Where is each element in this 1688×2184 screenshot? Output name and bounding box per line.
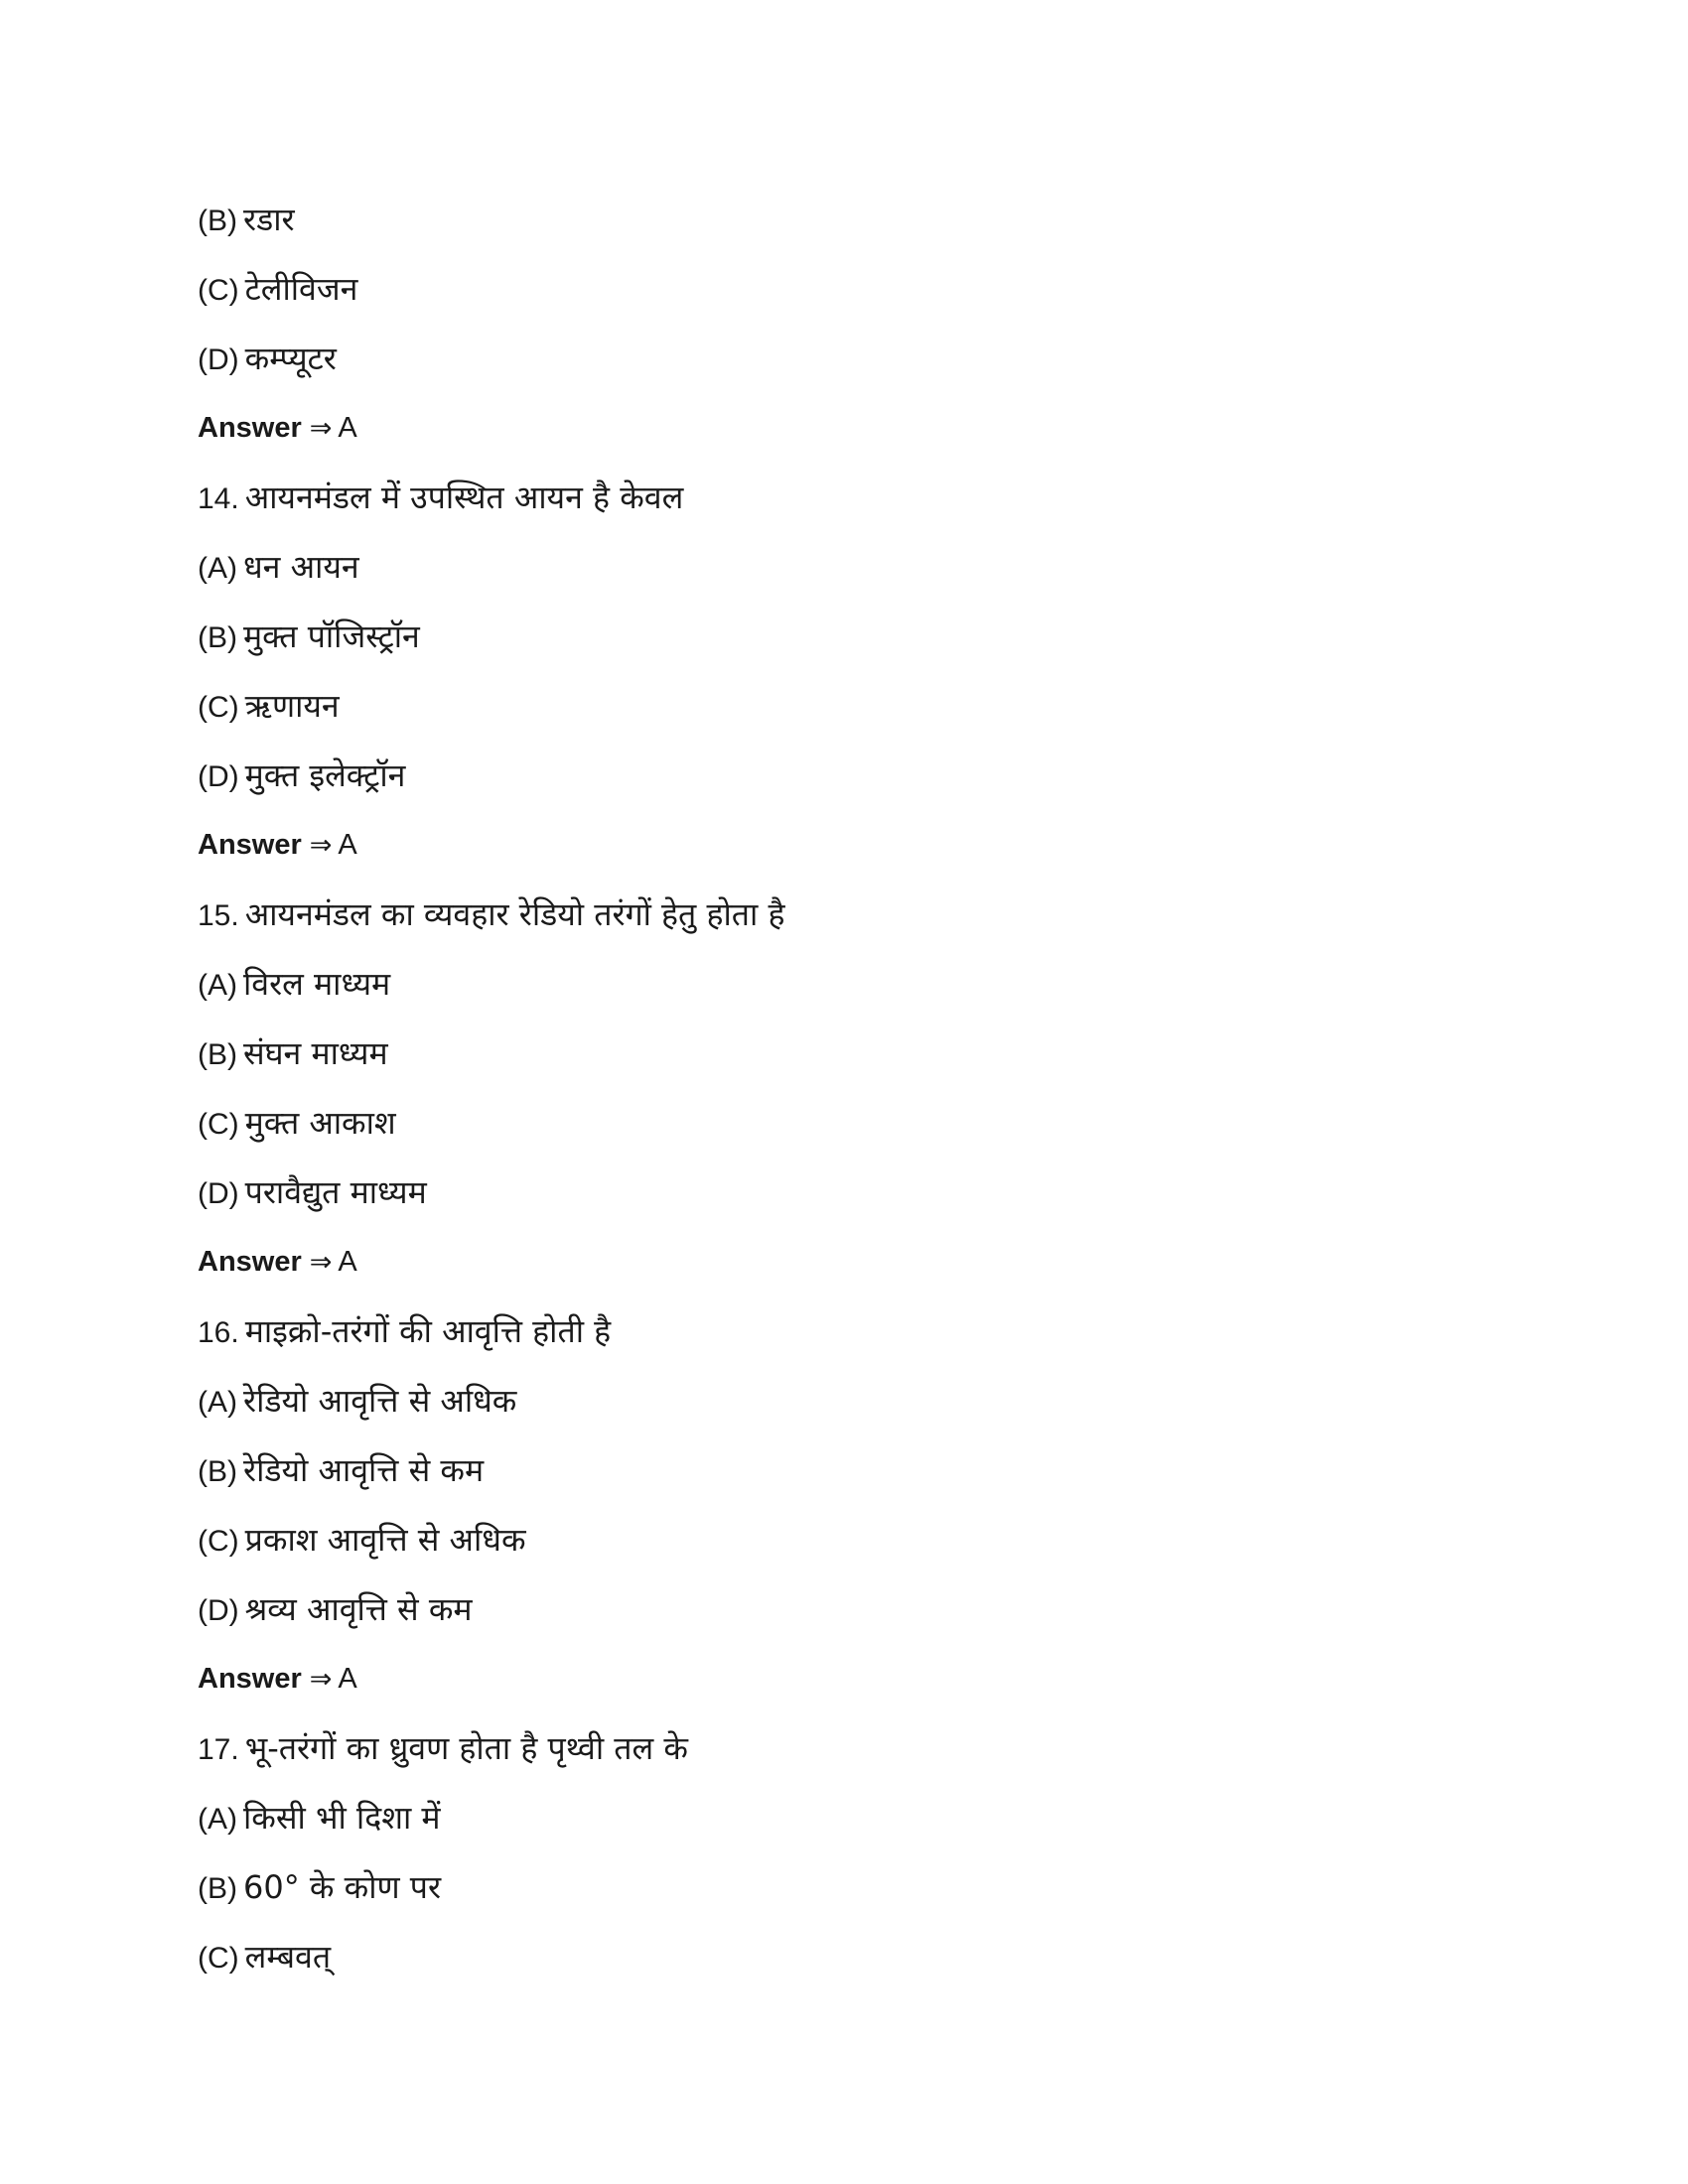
option-letter: (D) xyxy=(198,760,239,793)
question-line xyxy=(198,1306,1488,1376)
option-letter: (D) xyxy=(198,1594,239,1627)
answer-value: A xyxy=(338,1246,357,1278)
option-text: रेडियो आवृत्ति से अधिक xyxy=(243,1382,517,1420)
option-letter: (C) xyxy=(198,274,239,307)
option-text: धन आयन xyxy=(243,548,359,586)
option-text: परावैद्युत माध्यम xyxy=(244,1173,427,1211)
option-letter: (A) xyxy=(198,1803,237,1836)
option-letter: (B) xyxy=(198,621,237,654)
option-letter: (A) xyxy=(198,552,237,585)
option-letter: (C) xyxy=(198,691,239,724)
answer-label: Answer xyxy=(198,412,302,444)
answer-label: Answer xyxy=(198,1663,302,1695)
option-letter: (A) xyxy=(198,1386,237,1419)
option-line xyxy=(198,1167,1488,1237)
option-text: मुक्त पॉजिस्ट्रॉन xyxy=(243,617,420,655)
question-text: आयनमंडल का व्यवहार रेडियो तरंगों हेतु होता है xyxy=(244,895,785,933)
option-line xyxy=(198,1862,1488,1932)
option-text: किसी भी दिशा में xyxy=(243,1799,441,1837)
question-line xyxy=(198,889,1488,959)
answer-line xyxy=(198,820,1488,889)
option-line xyxy=(198,1584,1488,1654)
option-line xyxy=(198,264,1488,334)
option-line xyxy=(198,612,1488,681)
option-text: रडार xyxy=(243,201,295,238)
answer-arrow-icon: ⇒ xyxy=(309,830,333,861)
option-letter: (D) xyxy=(198,1177,239,1210)
answer-arrow-icon: ⇒ xyxy=(309,413,333,444)
option-letter: (C) xyxy=(198,1108,239,1141)
option-text: रेडियो आवृत्ति से कम xyxy=(243,1451,485,1489)
option-line xyxy=(198,1793,1488,1862)
option-line xyxy=(198,1098,1488,1167)
option-letter: (B) xyxy=(198,205,237,237)
option-line xyxy=(198,959,1488,1028)
option-letter: (B) xyxy=(198,1038,237,1071)
question-number: 17. xyxy=(198,1733,239,1766)
question-number: 16. xyxy=(198,1316,239,1349)
option-text: कम्प्यूटर xyxy=(244,340,337,377)
option-text: टेलीविजन xyxy=(244,270,358,308)
option-line xyxy=(198,1515,1488,1584)
option-line xyxy=(198,1445,1488,1515)
question-text: माइक्रो-तरंगों की आवृत्ति होती है xyxy=(244,1312,612,1350)
question-number: 15. xyxy=(198,899,239,932)
option-line xyxy=(198,542,1488,612)
option-line xyxy=(198,195,1488,264)
option-letter: (C) xyxy=(198,1942,239,1975)
option-letter: (B) xyxy=(198,1455,237,1488)
option-letter: (D) xyxy=(198,343,239,376)
question-line xyxy=(198,1723,1488,1793)
answer-arrow-icon: ⇒ xyxy=(309,1664,333,1695)
option-text: ऋणायन xyxy=(244,687,340,725)
option-text: लम्बवत् xyxy=(244,1938,332,1976)
option-text: प्रकाश आवृत्ति से अधिक xyxy=(244,1521,526,1559)
answer-value: A xyxy=(338,829,357,861)
answer-arrow-icon: ⇒ xyxy=(309,1247,333,1278)
option-line xyxy=(198,1376,1488,1445)
answer-value: A xyxy=(338,1663,357,1695)
question-list xyxy=(198,195,1488,2001)
question-text: आयनमंडल में उपस्थित आयन है केवल xyxy=(244,478,684,516)
question-number: 14. xyxy=(198,482,239,515)
answer-value: A xyxy=(338,412,357,444)
question-text: भू-तरंगों का ध्रुवण होता है पृथ्वी तल के xyxy=(244,1729,688,1767)
answer-label: Answer xyxy=(198,1246,302,1278)
option-text: मुक्त आकाश xyxy=(244,1104,396,1142)
option-line xyxy=(198,1932,1488,2001)
option-text: विरल माध्यम xyxy=(243,965,391,1003)
option-text: संघन माध्यम xyxy=(243,1034,388,1072)
answer-label: Answer xyxy=(198,829,302,861)
option-line xyxy=(198,681,1488,751)
answer-line xyxy=(198,1654,1488,1723)
answer-line xyxy=(198,403,1488,473)
option-line xyxy=(198,1028,1488,1098)
option-text: श्रव्य आवृत्ति से कम xyxy=(244,1590,473,1628)
option-line xyxy=(198,751,1488,820)
option-letter: (B) xyxy=(198,1872,237,1905)
option-letter: (A) xyxy=(198,969,237,1002)
option-letter: (C) xyxy=(198,1525,239,1558)
answer-line xyxy=(198,1237,1488,1306)
option-line xyxy=(198,334,1488,403)
option-text: 60° के कोण पर xyxy=(243,1868,442,1906)
option-text: मुक्त इलेक्ट्रॉन xyxy=(244,756,406,794)
question-line xyxy=(198,473,1488,542)
